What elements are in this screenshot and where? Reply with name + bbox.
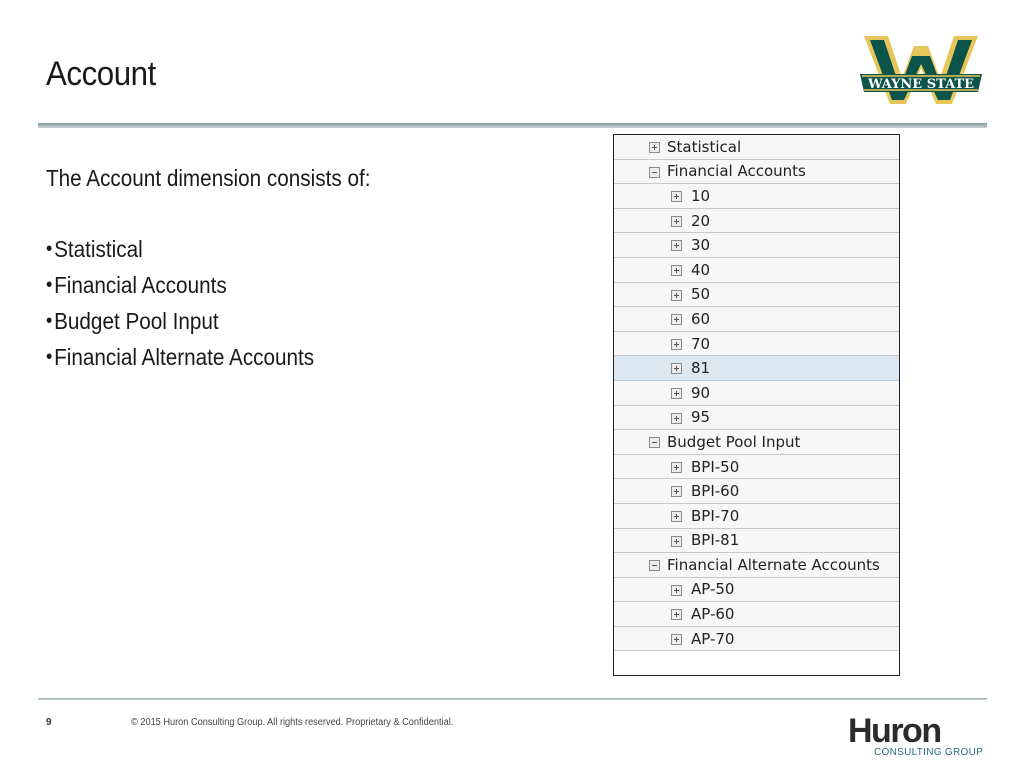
tree-row-label: 60 [691,309,711,328]
expand-plus-icon[interactable] [671,634,682,645]
tree-row-label: BPI-81 [691,531,740,550]
tree-row[interactable] [614,602,899,627]
expand-plus-icon[interactable] [671,609,682,620]
tree-row[interactable] [614,332,899,357]
tree-row-label: 30 [691,236,711,255]
tree-row-label: 50 [691,285,711,304]
expand-plus-icon[interactable] [671,486,682,497]
tree-row[interactable] [614,381,899,406]
title-divider [38,123,987,128]
tree-row-label: 20 [691,211,711,230]
tree-row-label: BPI-70 [691,506,740,525]
tree-row-label: 95 [691,408,711,427]
account-tree-view[interactable] [613,134,900,676]
tree-row-label: 81 [691,359,711,378]
tree-row[interactable] [614,233,899,258]
tree-row[interactable] [614,627,899,652]
collapse-minus-icon[interactable] [649,560,660,571]
bullet-item: •Financial Accounts [46,272,227,298]
tree-row-label: Statistical [667,137,742,156]
tree-row-label: 40 [691,260,711,279]
tree-row-label: 90 [691,383,711,402]
expand-plus-icon[interactable] [671,265,682,276]
tree-row-label: Budget Pool Input [667,432,801,451]
expand-plus-icon[interactable] [671,290,682,301]
expand-plus-icon[interactable] [671,191,682,202]
tree-row-label: Financial Alternate Accounts [667,555,880,574]
tree-row[interactable] [614,307,899,332]
copyright-text: © 2015 Huron Consulting Group. All rights reserved. Proprietary & Confidential. [131,717,454,728]
tree-row-label: AP-70 [691,629,735,648]
tree-row-label: AP-60 [691,605,735,624]
huron-consulting-logo [846,712,992,758]
tree-row[interactable] [614,406,899,431]
expand-plus-icon[interactable] [671,363,682,374]
tree-row[interactable] [614,209,899,234]
tree-row[interactable] [614,184,899,209]
tree-row-label: BPI-50 [691,457,740,476]
bullet-item: •Statistical [46,236,143,262]
huron-logo-subtext: CONSULTING GROUP [874,747,984,758]
expand-plus-icon[interactable] [671,585,682,596]
tree-row[interactable] [614,455,899,480]
bullet-item: •Budget Pool Input [46,308,219,334]
tree-row-label: 10 [691,186,711,205]
expand-plus-icon[interactable] [671,314,682,325]
tree-row[interactable] [614,529,899,554]
expand-plus-icon[interactable] [671,240,682,251]
intro-text: The Account dimension consists of: [46,165,371,191]
tree-row[interactable] [614,283,899,308]
expand-plus-icon[interactable] [671,462,682,473]
tree-row[interactable] [614,578,899,603]
expand-plus-icon[interactable] [671,413,682,424]
collapse-minus-icon[interactable] [649,437,660,448]
tree-row[interactable] [614,135,899,160]
expand-plus-icon[interactable] [671,339,682,350]
wayne-state-logo-text: WAYNE STATE [867,77,975,92]
expand-plus-icon[interactable] [671,536,682,547]
wayne-state-logo [856,30,986,108]
huron-logo-text: Huron [848,712,941,750]
tree-row[interactable] [614,258,899,283]
slide-title: Account [46,55,156,93]
footer-divider [38,698,987,700]
expand-plus-icon[interactable] [649,142,660,153]
tree-row[interactable] [614,504,899,529]
expand-plus-icon[interactable] [671,216,682,227]
tree-row-label: 70 [691,334,711,353]
bullet-item: •Financial Alternate Accounts [46,344,315,370]
collapse-minus-icon[interactable] [649,167,660,178]
page-number: 9 [46,717,52,728]
account-bullet-list [46,234,314,378]
expand-plus-icon[interactable] [671,388,682,399]
expand-plus-icon[interactable] [671,511,682,522]
tree-row[interactable] [614,479,899,504]
tree-row[interactable] [614,160,899,185]
tree-row-label: Financial Accounts [667,162,806,181]
tree-row[interactable] [614,553,899,578]
tree-row[interactable] [614,356,899,381]
tree-row-label: BPI-60 [691,482,740,501]
tree-row-label: AP-50 [691,580,735,599]
tree-row[interactable] [614,430,899,455]
